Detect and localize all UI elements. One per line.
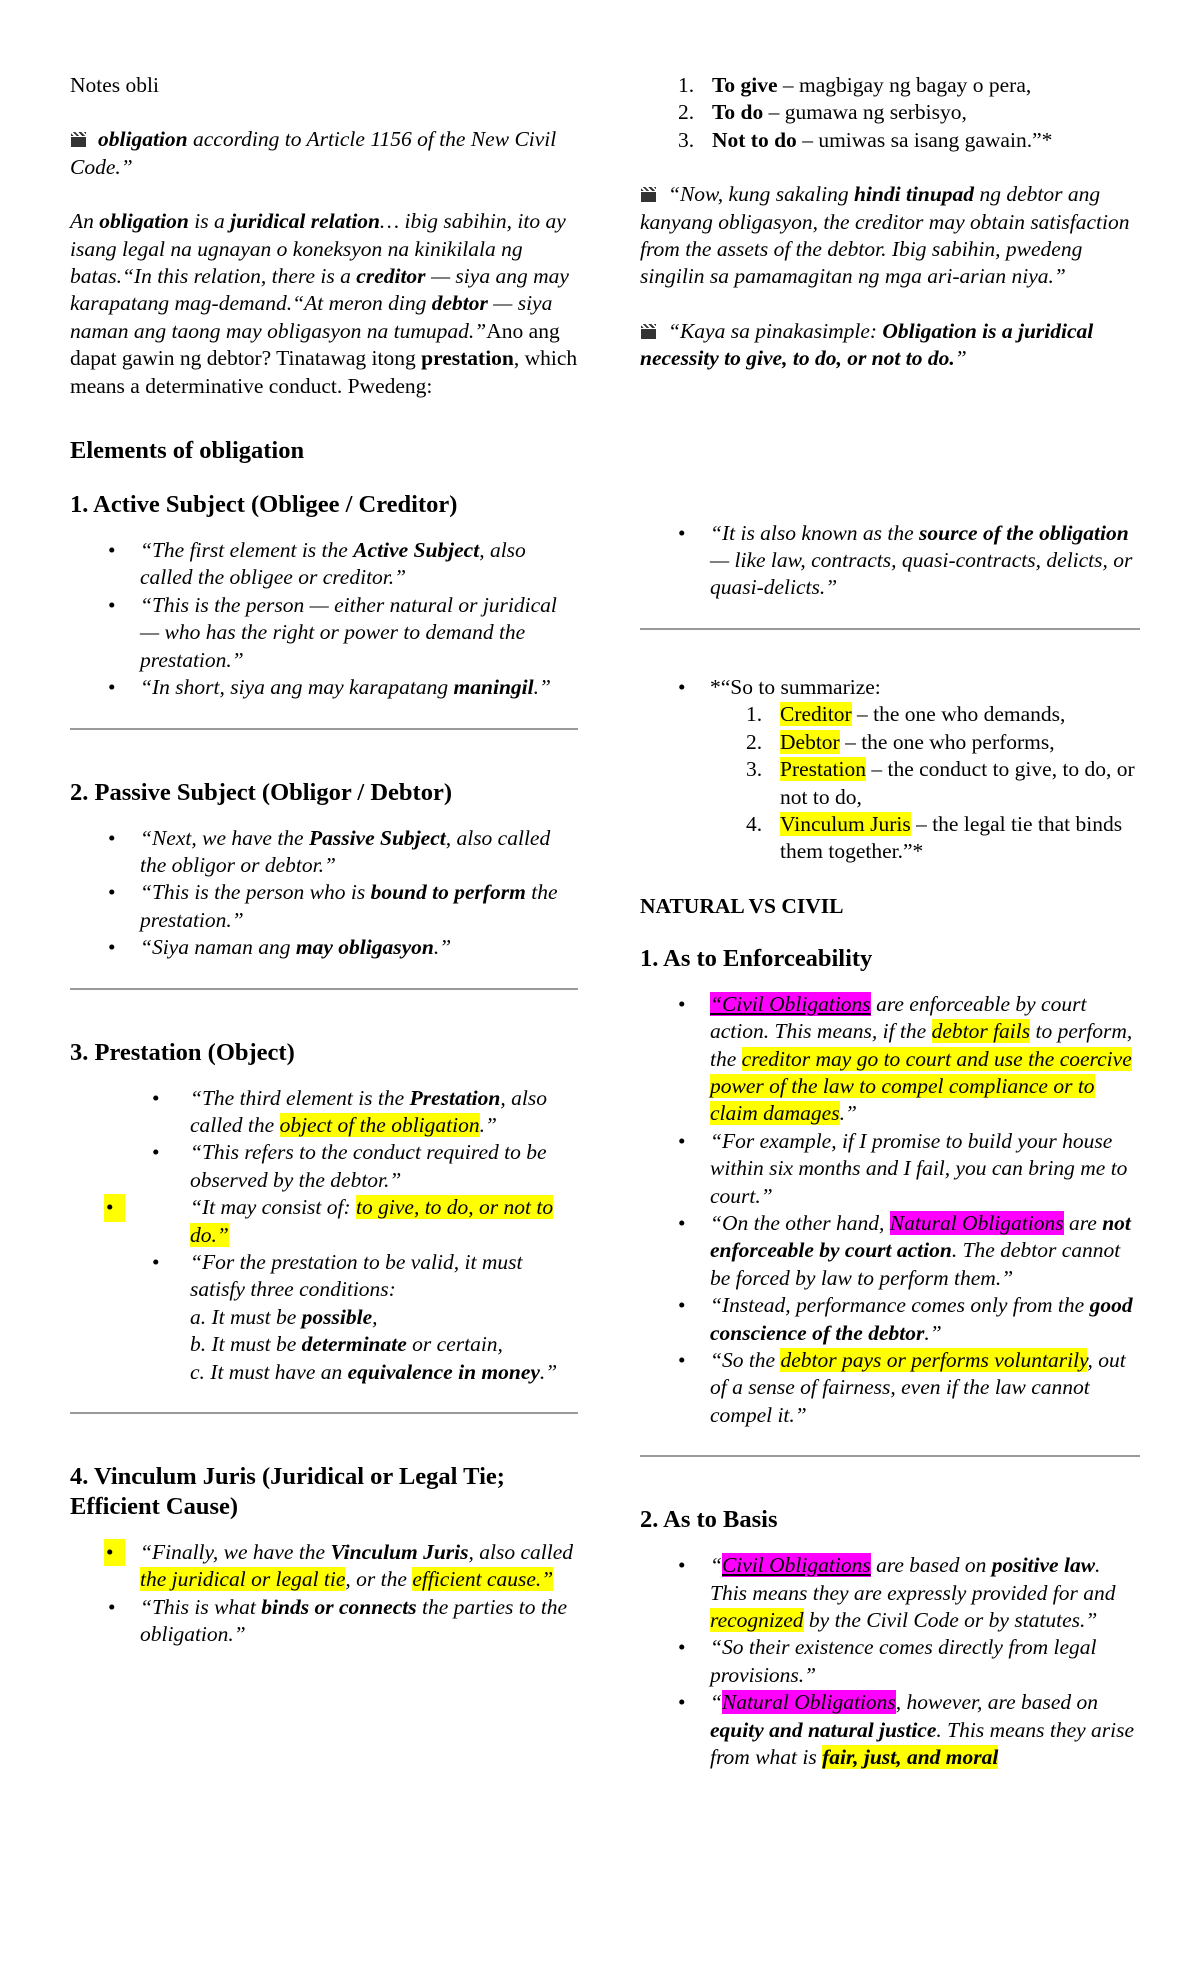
list-item: • “The third element is the Prestation, also called the object of the obligation.” xyxy=(70,1085,578,1140)
list-item: • “This is the person — either natural or juridical — who has the right or power to demand the prestation.” xyxy=(70,592,578,674)
list-item: • “So the debtor pays or performs voluntarily, out of a sense of fairness, even if the law cannot compel it.” xyxy=(640,1347,1140,1429)
list-item: • “It is also known as the source of the obligation — like law, contracts, quasi-contracts, delicts, or quasi-delicts.” xyxy=(640,520,1140,602)
list-item: 3. Prestation – the conduct to give, to do, or not to do, xyxy=(746,757,1135,809)
section-vinculum-title: 4. Vinculum Juris (Juridical or Legal Tie; Efficient Cause) xyxy=(70,1463,505,1520)
left-column xyxy=(70,0,578,1649)
list-item: • *“So to summarize: 1. Creditor – the one who demands, 2. Debtor – the one who performs, 3. Prestation – the conduct to give, to do, or not to do, 4. Vinculum Juris – the legal tie that binds them together.”* xyxy=(640,674,1140,866)
list-item: 3. Not to do – umiwas sa isang gawain.”* xyxy=(678,127,1053,152)
section-divider xyxy=(640,628,1140,630)
list-item: 1. To give – magbigay ng bagay o pera, xyxy=(678,73,1032,97)
article-definition: obligation according to Article 1156 of the New Civil Code.” xyxy=(70,127,557,179)
vinculum-list xyxy=(70,1539,578,1649)
list-item: • “This is what binds or connects the parties to the obligation.” xyxy=(70,1594,578,1649)
list-item: • “Civil Obligations are enforceable by court action. This means, if the debtor fails to perform, the creditor may go to court and use the coercive power of the law to compel compliance or to claim damages.” xyxy=(640,991,1140,1128)
list-item: • “So their existence comes directly from legal provisions.” xyxy=(640,1634,1140,1689)
list-item: 2. Debtor – the one who performs, xyxy=(746,729,1055,754)
list-item: • “For example, if I promise to build your house within six months and I fail, you can bring me to court.” xyxy=(640,1128,1140,1210)
list-item: • “Next, we have the Passive Subject, also called the obligor or debtor.” xyxy=(70,825,578,880)
list-item: 2. To do – gumawa ng serbisyo, xyxy=(678,100,967,125)
list-item: • “Finally, we have the Vinculum Juris, also called the juridical or legal tie, or the efficient cause.” xyxy=(70,1539,578,1594)
natural-vs-civil-heading: NATURAL VS CIVIL xyxy=(640,893,844,918)
list-item: • “On the other hand, Natural Obligations are not enforceable by court action. The debtor cannot be forced by law to perform them.” xyxy=(640,1210,1140,1292)
section-passive-subject-title: 2. Passive Subject (Obligor / Debtor) xyxy=(70,778,452,806)
enforceability-list xyxy=(640,991,1140,1430)
list-item: • “Instead, performance comes only from the good conscience of the debtor.” xyxy=(640,1292,1140,1347)
right-column xyxy=(640,0,1140,1771)
quote-simplest: “Kaya sa pinakasimple: Obligation is a juridical necessity to give, to do, or not to do.” xyxy=(640,318,1094,371)
prestation-list xyxy=(70,1085,578,1386)
basis-title: 2. As to Basis xyxy=(640,1506,778,1534)
notes-title: Notes obli xyxy=(70,73,159,97)
passive-subject-list xyxy=(70,825,578,962)
section-divider xyxy=(70,988,578,990)
active-subject-list xyxy=(70,537,578,701)
list-item: • “In short, siya ang may karapatang maningil.” xyxy=(70,674,578,701)
basis-list xyxy=(640,1552,1140,1771)
list-item: 4. Vinculum Juris – the legal tie that binds them together.”* xyxy=(746,811,1123,864)
list-item: • “It may consist of: to give, to do, or not to do.” xyxy=(70,1194,578,1249)
list-item: • “Siya naman ang may obligasyon.” xyxy=(70,934,578,961)
clapperboard-icon xyxy=(70,132,88,147)
elements-heading: Elements of obligation xyxy=(70,437,305,465)
list-item: • “This is the person who is bound to perform the prestation.” xyxy=(70,879,578,934)
list-item: 1. Creditor – the one who demands, xyxy=(746,702,1066,727)
intro-paragraph: An obligation is a juridical relation… ibig sabihin, ito ay isang legal na ugnayan o koneksyon na kinikilala ng batas.“In this relation, there is a creditor — siya ang may karapatang mag-demand.“At meron ding debtor — siya naman ang taong may obligasyon na tumupad.”Ano ang dapat gawin ng debtor? Tinatawag itong prestation, which means a determinative conduct. Pwedeng: xyxy=(70,209,578,398)
clapperboard-icon xyxy=(640,324,658,339)
list-item: • “Natural Obligations, however, are based on equity and natural justice. This means they arise from what is fair, just, and moral xyxy=(640,1689,1140,1771)
clapperboard-icon xyxy=(640,187,658,202)
vinculum-list-continued xyxy=(640,520,1140,602)
list-item: • “The first element is the Active Subject, also called the obligee or creditor.” xyxy=(70,537,578,592)
summary-list xyxy=(640,674,1140,866)
section-divider xyxy=(640,1455,1140,1457)
section-active-subject-title: 1. Active Subject (Obligee / Creditor) xyxy=(70,491,458,519)
summary-items xyxy=(640,701,1140,865)
list-item: • “For the prestation to be valid, it must satisfy three conditions: a. It must be possible, b. It must be determinate or certain, c. It must have an equivalence in money.” xyxy=(70,1249,578,1386)
enforceability-title: 1. As to Enforceability xyxy=(640,944,873,972)
list-item: • “Civil Obligations are based on positive law. This means they are expressly provided for and recognized by the Civil Code or by statutes.” xyxy=(640,1552,1140,1634)
section-prestation-title: 3. Prestation (Object) xyxy=(70,1038,295,1066)
section-divider xyxy=(70,1412,578,1414)
prestation-types-list xyxy=(640,72,1140,154)
quote-not-performed: “Now, kung sakaling hindi tinupad ng debtor ang kanyang obligasyon, the creditor may obtain satisfaction from the assets of the debtor. Ibig sabihin, pwedeng singilin sa pamamagitan ng mga ari-arian niya.” xyxy=(640,182,1130,289)
list-item: • “This refers to the conduct required to be observed by the debtor.” xyxy=(70,1139,578,1194)
section-divider xyxy=(70,728,578,730)
